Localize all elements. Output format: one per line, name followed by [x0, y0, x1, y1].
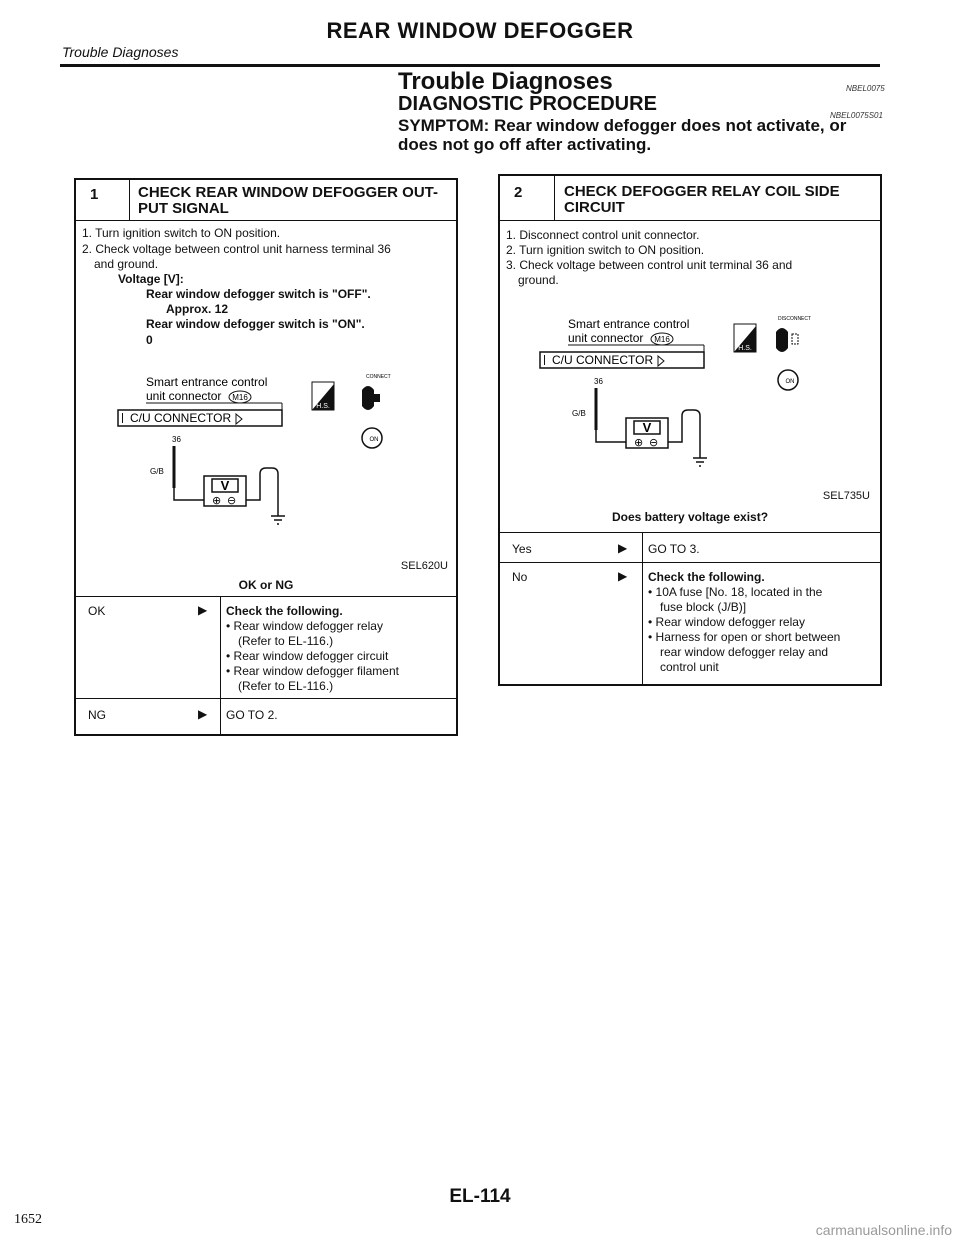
ok-label: OK [88, 604, 106, 618]
yes-no-rule [500, 562, 880, 563]
voltage-label: Voltage [V]: [118, 272, 184, 286]
right-triangle-icon: ▶ [198, 603, 208, 617]
terminal-number: 36 [594, 377, 603, 386]
yes-label: Yes [512, 542, 532, 556]
condition-off: Rear window defogger switch is "OFF". [146, 287, 371, 301]
connector-label: C/U CONNECTOR [552, 353, 654, 367]
no-item-2: • Rear window defogger relay [648, 615, 805, 629]
diagram-drawing [116, 370, 416, 540]
diagram-drawing [538, 312, 838, 482]
step2-question-rule [500, 532, 880, 533]
step1-title-line1: CHECK REAR WINDOW DEFOGGER OUT- [138, 184, 438, 201]
step1-wiring-diagram [116, 370, 416, 540]
step2-instruction-3: 3. Check voltage between control unit terminal 36 and [506, 258, 793, 272]
meter-minus: ⊖ [649, 436, 659, 449]
value-on: 0 [146, 333, 153, 347]
step2-instruction-1: 1. Disconnect control unit connector. [506, 228, 700, 242]
step2-title-line1: CHECK DEFOGGER RELAY COIL SIDE [564, 183, 840, 200]
step1-figure-id: SEL620U [400, 560, 448, 572]
page-code: EL-114 [449, 1186, 511, 1207]
subheading: DIAGNOSTIC PROCEDURE [398, 93, 657, 115]
disconnect-icon [776, 328, 788, 352]
ok-item-2: • Rear window defogger circuit [226, 649, 389, 663]
meter-plus: ⊕ [212, 494, 222, 507]
ignition-on-label: ON [785, 379, 795, 385]
section-label: Trouble Diagnoses [62, 44, 179, 60]
step1-result-divider [220, 596, 221, 734]
step1-title-line2: PUT SIGNAL [138, 200, 229, 217]
no-item-3: • Harness for open or short between [648, 630, 841, 644]
right-triangle-icon: ▶ [198, 707, 208, 721]
condition-on: Rear window defogger switch is "ON". [146, 317, 365, 331]
ok-item-3b: (Refer to EL-116.) [238, 679, 334, 693]
right-triangle-icon: ▶ [618, 569, 628, 583]
step2-title-line2: CIRCUIT [564, 199, 625, 216]
connect-label: CONNECT [366, 374, 391, 380]
meter-label: V [642, 420, 652, 435]
ng-result: GO TO 2. [226, 708, 278, 722]
watermark: carmanualsonline.info [815, 1222, 952, 1238]
step1-question: OK or NG [238, 578, 294, 592]
ground-lead [246, 468, 278, 516]
step1-number: 1 [90, 186, 99, 203]
section-heading: Trouble Diagnoses [398, 68, 613, 95]
symptom-text: SYMPTOM: Rear window defogger does not activate, or does not go off after activating. [398, 116, 847, 154]
step1-instruction-2b: and ground. [94, 257, 159, 271]
step2-instruction-3b: ground. [518, 273, 559, 287]
value-off: Approx. 12 [166, 302, 229, 316]
right-triangle-icon: ▶ [618, 541, 628, 555]
wire-color: G/B [150, 467, 164, 476]
hs-label: H.S. [738, 345, 752, 352]
step1-number-divider [129, 180, 130, 220]
page-number: 1652 [14, 1212, 42, 1227]
hs-label: H.S. [316, 403, 330, 410]
unit-line1: Smart entrance control [146, 375, 268, 389]
no-item-3b: rear window defogger relay and [660, 645, 829, 659]
ground-lead [668, 410, 700, 458]
disconnect-label: DISCONNECT [778, 316, 812, 322]
ok-item-3: • Rear window defogger filament [226, 664, 399, 678]
connector-id: M16 [232, 393, 248, 402]
header-divider [60, 64, 880, 67]
unit-line2: unit connector [568, 331, 644, 345]
unit-line1: Smart entrance control [568, 317, 690, 331]
step2-question: Does battery voltage exist? [611, 510, 769, 524]
step1-question-rule [76, 596, 456, 597]
step2-wiring-diagram [538, 312, 838, 482]
ok-item-1: • Rear window defogger relay [226, 619, 383, 633]
terminal-number: 36 [172, 435, 181, 444]
step2-title-rule [500, 220, 880, 221]
unit-line2: unit connector [146, 389, 222, 403]
ng-label: NG [88, 708, 106, 722]
meter-plus: ⊕ [634, 436, 644, 449]
no-item-1: • 10A fuse [No. 18, located in the [648, 585, 823, 599]
step1-box [74, 178, 458, 736]
ok-item-1b: (Refer to EL-116.) [238, 634, 334, 648]
connector-label: C/U CONNECTOR [130, 411, 232, 425]
connector-id: M16 [654, 335, 670, 344]
ok-title: Check the following. [226, 604, 343, 618]
no-item-1b: fuse block (J/B)] [660, 600, 747, 614]
wire-color: G/B [572, 409, 586, 418]
step2-instruction-2: 2. Turn ignition switch to ON position. [506, 243, 705, 257]
step1-instruction-2: 2. Check voltage between control unit harness terminal 36 [82, 242, 391, 256]
ok-ng-rule [76, 698, 456, 699]
step2-number-divider [554, 176, 555, 220]
step2-number: 2 [514, 184, 523, 201]
meter-label: V [220, 478, 230, 493]
step2-box [498, 174, 882, 686]
yes-result: GO TO 3. [648, 542, 700, 556]
step1-instruction-1: 1. Turn ignition switch to ON position. [82, 226, 281, 240]
no-item-3c: control unit [660, 660, 719, 674]
step2-result-divider [642, 532, 643, 684]
step2-figure-id: SEL735U [822, 490, 870, 502]
no-title: Check the following. [648, 570, 765, 584]
subheading-code: NBEL0075S01 [830, 111, 883, 120]
step1-title-rule [76, 220, 456, 221]
no-label: No [512, 570, 528, 584]
ignition-on-label: ON [369, 437, 379, 443]
heading-code: NBEL0075 [846, 84, 885, 93]
page-title: REAR WINDOW DEFOGGER [326, 18, 634, 43]
connect-icon [362, 386, 374, 410]
meter-minus: ⊖ [227, 494, 237, 507]
